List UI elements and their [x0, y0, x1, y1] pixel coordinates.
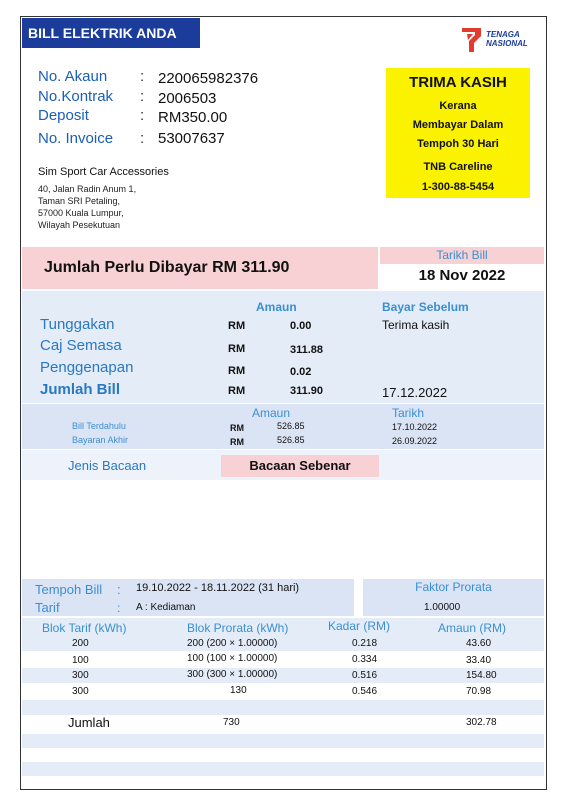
summary-row-label: Tunggakan — [40, 316, 115, 333]
summary-row-label: Penggenapan — [40, 359, 134, 376]
table-header: Blok Tarif (kWh) — [42, 621, 127, 635]
currency: RM — [228, 385, 246, 397]
block-prorata: 200 (200 × 1.00000) — [187, 638, 278, 649]
bill-date: 18 Nov 2022 — [418, 267, 506, 284]
amount-due: Jumlah Perlu Dibayar RM 311.90 — [44, 259, 290, 276]
customer-name: Sim Sport Car Accessories — [38, 166, 169, 178]
currency: RM — [230, 423, 244, 433]
table-row — [22, 700, 544, 715]
bill-date-label: Tarikh Bill — [436, 248, 488, 262]
notice-line: Tempoh 30 Hari — [417, 138, 499, 150]
notice-line: Kerana — [439, 100, 477, 112]
address-line: 40, Jalan Radin Anum 1, — [38, 184, 137, 194]
contract-number-label: No.Kontrak — [38, 88, 114, 105]
colon: : — [140, 68, 145, 85]
address-line: 57000 Kuala Lumpur, — [38, 208, 124, 218]
period-label: Tempoh Bill — [35, 582, 103, 597]
history-amount-header: Amaun — [252, 406, 291, 420]
notice-title: TRIMA KASIH — [409, 74, 507, 91]
table-header: Kadar (RM) — [328, 619, 391, 633]
amount: 43.60 — [466, 638, 492, 649]
account-number-label: No. Akaun — [38, 68, 108, 85]
table-row — [22, 734, 544, 748]
history-date: 26.09.2022 — [392, 436, 438, 446]
total-amount: 302.78 — [466, 717, 497, 728]
history-row-label: Bayaran Akhir — [72, 435, 129, 445]
total-kwh: 730 — [223, 717, 240, 728]
careline-number: 1-300-88-5454 — [421, 181, 495, 193]
currency: RM — [228, 320, 246, 332]
table-header: Blok Prorata (kWh) — [187, 621, 289, 635]
block-prorata: 130 — [230, 685, 247, 696]
currency: RM — [228, 343, 246, 355]
period-value: 19.10.2022 - 18.11.2022 (31 hari) — [136, 582, 300, 594]
colon: : — [117, 601, 121, 615]
history-date: 17.10.2022 — [392, 422, 438, 432]
prorata-label: Faktor Prorata — [415, 580, 492, 594]
reading-type-value: Bacaan Sebenar — [221, 455, 379, 477]
contract-number-value: 2006503 — [158, 90, 217, 107]
colon: : — [140, 107, 145, 124]
history-row-label: Bill Terdahulu — [72, 421, 126, 431]
summary-row-label: Caj Semasa — [40, 337, 122, 354]
amount: 33.40 — [466, 655, 492, 666]
deposit-label: Deposit — [38, 107, 89, 124]
block-tariff: 200 — [72, 638, 89, 649]
summary-amount: 311.90 — [290, 385, 324, 397]
history-date-header: Tarikh — [392, 406, 425, 420]
block-tariff: 100 — [72, 655, 89, 666]
prorata-value: 1.00000 — [424, 602, 461, 613]
total-label: Jumlah — [68, 715, 110, 730]
table-header: Amaun (RM) — [438, 621, 507, 635]
address-line: Taman SRI Petaling, — [38, 196, 121, 206]
notice-line: Membayar Dalam — [412, 119, 504, 131]
amount: 70.98 — [466, 686, 492, 697]
amount: 154.80 — [466, 670, 497, 681]
summary-row-label: Jumlah Bill — [40, 381, 121, 398]
reading-type-label: Jenis Bacaan — [68, 458, 147, 473]
account-number-value: 220065982376 — [158, 70, 259, 87]
summary-amount: 0.02 — [290, 366, 312, 378]
currency: RM — [230, 437, 244, 447]
block-prorata: 300 (300 × 1.00000) — [187, 669, 278, 680]
history-amount: 526.85 — [277, 421, 305, 431]
colon: : — [117, 582, 121, 597]
colon: : — [140, 88, 145, 105]
logo-wordmark: TENAGA NASIONAL — [486, 30, 528, 48]
invoice-number-value: 53007637 — [158, 130, 225, 147]
summary-amount: 311.88 — [290, 344, 324, 356]
bill-title: BILL ELEKTRIK ANDA — [22, 18, 200, 48]
amount-header: Amaun — [256, 300, 297, 314]
colon: : — [140, 130, 145, 147]
tariff-label: Tarif — [35, 600, 60, 615]
block-tariff: 300 — [72, 670, 89, 681]
rate: 0.546 — [352, 686, 378, 697]
rate: 0.516 — [352, 670, 378, 681]
table-row — [22, 762, 544, 776]
table-row — [22, 748, 544, 762]
careline-label: TNB Careline — [423, 161, 493, 173]
history-amount: 526.85 — [277, 435, 305, 445]
address-line: Wilayah Pesekutuan — [38, 220, 121, 230]
block-prorata: 100 (100 × 1.00000) — [187, 653, 278, 664]
tariff-value: A : Kediaman — [136, 602, 196, 613]
invoice-number-label: No. Invoice — [38, 130, 114, 147]
summary-amount: 0.00 — [290, 320, 312, 332]
rate: 0.334 — [352, 654, 378, 665]
rate: 0.218 — [352, 638, 378, 649]
block-tariff: 300 — [72, 686, 89, 697]
pay-before-header: Bayar Sebelum — [382, 300, 469, 314]
pay-before-date: 17.12.2022 — [382, 385, 448, 400]
deposit-value: RM350.00 — [158, 109, 228, 126]
summary-note: Terima kasih — [382, 318, 450, 332]
currency: RM — [228, 365, 246, 377]
